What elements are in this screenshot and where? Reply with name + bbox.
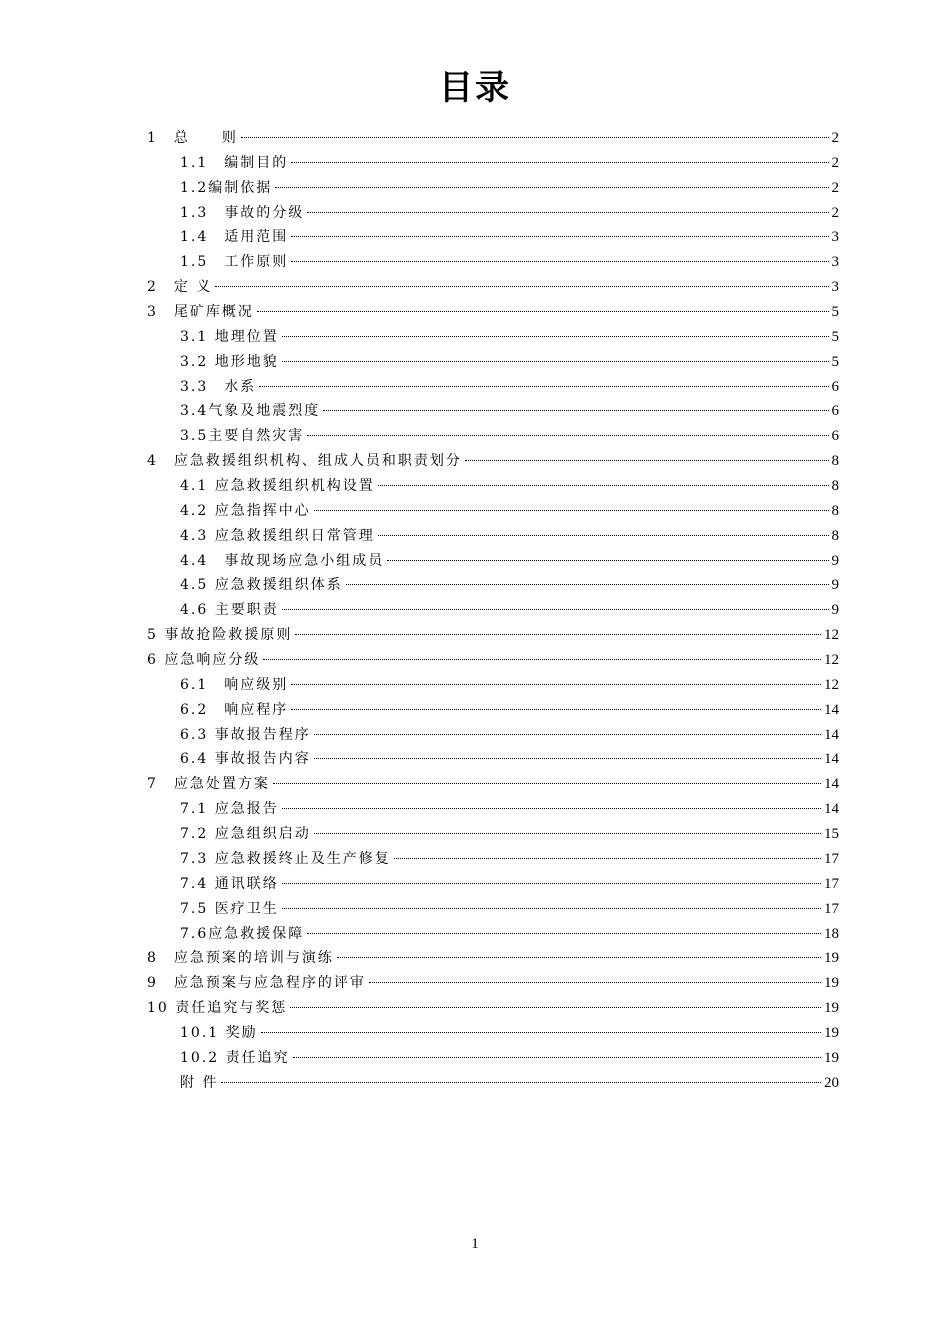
- toc-dot-leader: [307, 212, 828, 213]
- toc-entry-page: 18: [824, 925, 839, 942]
- toc-entry-label: 7.5 医疗卫生: [180, 900, 279, 917]
- toc-entry[interactable]: [147, 400, 839, 425]
- toc-entry-page: 9: [831, 552, 839, 569]
- toc-dot-leader: [291, 261, 828, 262]
- toc-entry[interactable]: [147, 425, 839, 450]
- toc-entry-page: 9: [831, 602, 839, 619]
- toc-entry[interactable]: [147, 202, 839, 227]
- toc-entry[interactable]: [147, 500, 839, 525]
- toc-entry-page: 19: [824, 1049, 839, 1066]
- toc-entry[interactable]: [147, 674, 839, 699]
- toc-dot-leader: [282, 908, 821, 909]
- toc-entry-page: 6: [831, 403, 839, 420]
- toc-dot-leader: [314, 758, 821, 759]
- toc-entry[interactable]: [147, 450, 839, 475]
- toc-dot-leader: [293, 1057, 821, 1058]
- toc-entry-label: 10.2 责任追究: [180, 1049, 290, 1066]
- toc-entry[interactable]: [147, 873, 839, 898]
- toc-dot-leader: [295, 634, 821, 635]
- toc-entry-label: 附 件: [180, 1074, 219, 1091]
- toc-entry-page: 12: [824, 652, 839, 669]
- toc-dot-leader: [291, 709, 821, 710]
- toc-entry[interactable]: [147, 326, 839, 351]
- toc-entry[interactable]: [147, 798, 839, 823]
- toc-entry-page: 9: [831, 577, 839, 594]
- toc-entry-label: 3 尾矿库概况: [147, 304, 254, 321]
- toc-entry-label: 3.3 水系: [180, 378, 257, 395]
- toc-entry[interactable]: [147, 748, 839, 773]
- toc-entry-page: 17: [824, 875, 839, 892]
- toc-dot-leader: [241, 137, 829, 138]
- toc-entry-page: 5: [831, 328, 839, 345]
- toc-entry-page: 12: [824, 627, 839, 644]
- toc-entry-label: 7.1 应急报告: [180, 801, 279, 818]
- toc-dot-leader: [275, 187, 828, 188]
- toc-entry[interactable]: [147, 550, 839, 575]
- toc-entry-page: 17: [824, 850, 839, 867]
- page-title: 目录: [439, 68, 511, 108]
- toc-entry[interactable]: [147, 301, 839, 326]
- toc-entry[interactable]: [147, 624, 839, 649]
- toc-entry-label: 4.5 应急救援组织体系: [180, 577, 343, 594]
- toc-entry[interactable]: [147, 972, 839, 997]
- toc-entry-page: 3: [831, 254, 839, 271]
- toc-dot-leader: [323, 410, 828, 411]
- page-number: 1: [471, 1236, 479, 1252]
- toc-entry[interactable]: [147, 376, 839, 401]
- toc-entry[interactable]: [147, 848, 839, 873]
- toc-dot-leader: [394, 858, 821, 859]
- toc-dot-leader: [221, 1082, 821, 1083]
- toc-entry[interactable]: [147, 1072, 839, 1097]
- toc-entry-label: 7.2 应急组织启动: [180, 826, 311, 843]
- toc-entry[interactable]: [147, 947, 839, 972]
- toc-entry[interactable]: [147, 1022, 839, 1047]
- toc-entry[interactable]: [147, 475, 839, 500]
- toc-entry-page: 20: [824, 1074, 839, 1091]
- toc-entry-page: 6: [831, 378, 839, 395]
- toc-entry-page: 2: [831, 130, 839, 146]
- toc-entry-label: 4.2 应急指挥中心: [180, 502, 311, 519]
- toc-entry[interactable]: [147, 276, 839, 301]
- toc-dot-leader: [378, 535, 829, 536]
- toc-dot-leader: [291, 162, 828, 163]
- toc-entry-page: 19: [824, 950, 839, 967]
- toc-entry-page: 8: [831, 527, 839, 544]
- toc-entry[interactable]: [147, 251, 839, 276]
- toc-dot-leader: [282, 361, 829, 362]
- toc-entry-label: 3.2 地形地貌: [180, 353, 279, 370]
- toc-entry-page: 3: [831, 229, 839, 246]
- toc-entry-page: 14: [824, 726, 839, 743]
- toc-dot-leader: [314, 510, 829, 511]
- toc-entry-page: 14: [824, 776, 839, 793]
- toc-entry-label: 6 应急响应分级: [147, 652, 261, 669]
- toc-entry-label: 5 事故抢险救援原则: [147, 627, 293, 644]
- toc-dot-leader: [282, 609, 829, 610]
- toc-dot-leader: [261, 1032, 821, 1033]
- toc-entry-label: 1.5 工作原则: [180, 254, 289, 271]
- toc-entry-label: 4.1 应急救援组织机构设置: [180, 478, 375, 495]
- toc-entry-label: 3.4气象及地震烈度: [180, 403, 321, 420]
- toc-entry-page: 2: [831, 179, 839, 196]
- toc-entry-label: 4.4 事故现场应急小组成员: [180, 552, 385, 569]
- toc-dot-leader: [307, 435, 828, 436]
- toc-entry-label: 3.5主要自然灾害: [180, 428, 305, 445]
- toc-dot-leader: [259, 386, 828, 387]
- toc-dot-leader: [282, 883, 821, 884]
- toc-entry-label: 1 总 则: [147, 130, 238, 146]
- toc-dot-leader: [273, 783, 821, 784]
- toc-entry-page: 14: [824, 751, 839, 768]
- toc-entry[interactable]: [147, 127, 839, 152]
- toc-entry-label: 1.3 事故的分级: [180, 204, 305, 221]
- toc-entry-page: 5: [831, 304, 839, 321]
- toc-dot-leader: [263, 659, 821, 660]
- toc-entry-page: 2: [831, 154, 839, 171]
- toc-dot-leader: [337, 957, 821, 958]
- toc-entry-label: 4.3 应急救援组织日常管理: [180, 527, 375, 544]
- toc-entry-page: 8: [831, 502, 839, 519]
- toc-entry-label: 6.2 响应程序: [180, 701, 289, 718]
- toc-entry-page: 19: [824, 975, 839, 992]
- toc-entry[interactable]: [147, 773, 839, 798]
- toc-entry-page: 15: [824, 826, 839, 843]
- toc-entry-label: 10 责任追究与奖惩: [147, 1000, 288, 1017]
- toc-entry-label: 4.6 主要职责: [180, 602, 279, 619]
- toc-entry[interactable]: [147, 823, 839, 848]
- toc-entry-label: 7.3 应急救援终止及生产修复: [180, 850, 391, 867]
- toc-entry-page: 3: [831, 279, 839, 296]
- toc-dot-leader: [346, 584, 829, 585]
- toc-dot-leader: [369, 982, 821, 983]
- toc-entry-label: 1.1 编制目的: [180, 154, 289, 171]
- toc-entry-page: 8: [831, 478, 839, 495]
- toc-entry[interactable]: [147, 226, 839, 251]
- toc-entry[interactable]: [147, 724, 839, 749]
- toc-entry[interactable]: [147, 898, 839, 923]
- toc-entry-label: 9 应急预案与应急程序的评审: [147, 975, 366, 992]
- toc-dot-leader: [314, 734, 821, 735]
- toc-entry[interactable]: [147, 923, 839, 948]
- toc-entry-page: 14: [824, 801, 839, 818]
- toc-dot-leader: [291, 684, 821, 685]
- toc-entry-label: 2 定 义: [147, 279, 213, 296]
- toc-entry-label: 6.4 事故报告内容: [180, 751, 311, 768]
- toc-entry-page: 19: [824, 1024, 839, 1041]
- toc-dot-leader: [282, 336, 829, 337]
- toc-dot-leader: [257, 311, 829, 312]
- toc-entry-page: 2: [831, 204, 839, 221]
- toc-dot-leader: [215, 286, 828, 287]
- toc-dot-leader: [307, 933, 821, 934]
- toc-entry-label: 1.2编制依据: [180, 179, 273, 196]
- toc-dot-leader: [465, 460, 829, 461]
- toc-entry-page: 17: [824, 900, 839, 917]
- toc-entry[interactable]: [147, 177, 839, 202]
- toc-entry-label: 4 应急救援组织机构、组成人员和职责划分: [147, 453, 462, 470]
- toc-entry-label: 7 应急处置方案: [147, 776, 270, 793]
- toc-entry[interactable]: [147, 152, 839, 177]
- toc-dot-leader: [282, 808, 821, 809]
- toc-entry[interactable]: [147, 1047, 839, 1072]
- toc-entry-page: 8: [831, 453, 839, 470]
- toc-entry[interactable]: [147, 599, 839, 624]
- toc-entry-label: 6.1 响应级别: [180, 676, 289, 693]
- toc-entry[interactable]: [147, 699, 839, 724]
- toc-entry-label: 7.6应急救援保障: [180, 925, 305, 942]
- toc-entry-page: 12: [824, 676, 839, 693]
- toc-entry-label: 6.3 事故报告程序: [180, 726, 311, 743]
- toc-dot-leader: [314, 833, 821, 834]
- table-of-contents: [147, 127, 839, 1097]
- toc-entry-page: 6: [831, 428, 839, 445]
- toc-entry-page: 19: [824, 1000, 839, 1017]
- toc-entry-page: 14: [824, 701, 839, 718]
- toc-entry-label: 1.4 适用范围: [180, 229, 289, 246]
- toc-entry-label: 8 应急预案的培训与演练: [147, 950, 334, 967]
- toc-entry-page: 5: [831, 353, 839, 370]
- toc-dot-leader: [290, 1007, 821, 1008]
- toc-entry[interactable]: [147, 997, 839, 1022]
- toc-entry-label: 7.4 通讯联络: [180, 875, 279, 892]
- toc-entry-label: 10.1 奖励: [180, 1024, 258, 1041]
- toc-dot-leader: [291, 236, 828, 237]
- toc-dot-leader: [387, 560, 828, 561]
- toc-dot-leader: [378, 485, 829, 486]
- toc-entry[interactable]: [147, 574, 839, 599]
- toc-entry[interactable]: [147, 351, 839, 376]
- toc-entry-label: 3.1 地理位置: [180, 328, 279, 345]
- toc-entry[interactable]: [147, 649, 839, 674]
- toc-entry[interactable]: [147, 525, 839, 550]
